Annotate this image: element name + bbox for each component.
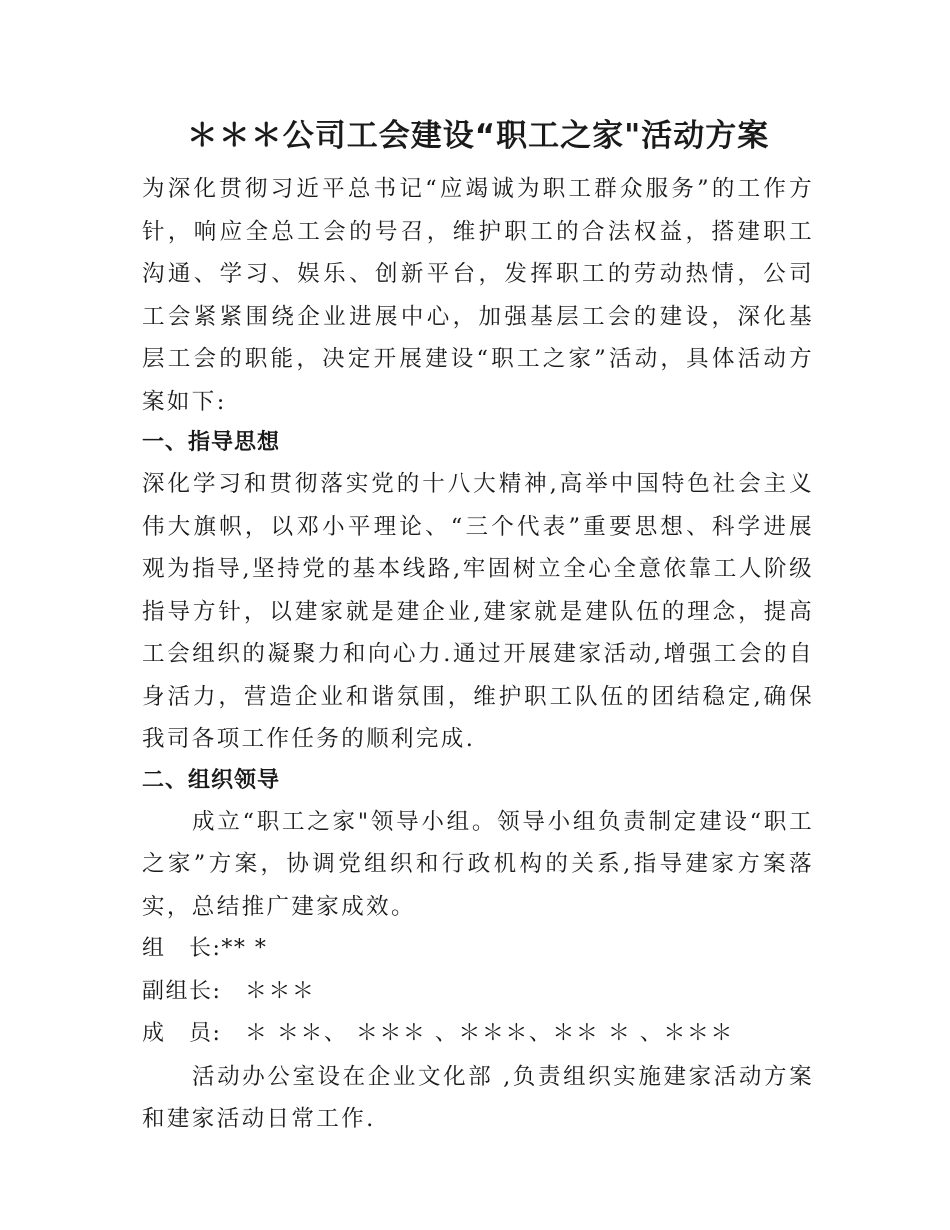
member-label: 组 长: bbox=[142, 936, 222, 961]
member-line-leader bbox=[142, 928, 814, 971]
document-page bbox=[142, 112, 814, 1141]
intro-paragraph: 为深化贯彻习近平总书记“应竭诚为职工群众服务”的工作方针，响应全总工会的号召，维护职工的合法权益，搭建职工沟通、学习、娱乐、创新平台，发挥职工的劳动热情，公司工会紧紧围绕企业进展中心，加强基层工会的建设，深化基层工会的职能，决定开展建设“职工之家”活动，具体活动方案如下: bbox=[142, 176, 814, 415]
member-label: 副组长: bbox=[142, 978, 222, 1004]
guiding-thought-paragraph: 深化学习和贯彻落实党的十八大精神,高举中国特色社会主义伟大旗帜，以邓小平理论、“三个代表”重要思想、科学进展观为指导,坚持党的基本线路,牢固树立全心全意依靠工人阶级指导方针，以建家就是建企业,建家就是建队伍的理念，提高工会组织的凝聚力和向心力.通过开展建家活动,增强工会的自身活力，营造企业和谐氛围，维护职工队伍的团结稳定,确保我司各项工作任务的顺利完成. bbox=[142, 471, 814, 752]
member-value: ＊ ＊＊、 ＊＊＊ 、＊＊＊、＊＊ ＊ 、＊＊＊ bbox=[221, 1021, 734, 1046]
section-heading-guiding-thought: 一、指导思想 bbox=[142, 430, 281, 455]
organization-paragraph: 成立“职工之家"领导小组。领导小组负责制定建设“职工之家”方案，协调党组织和行政机构的关系,指导建家方案落实，总结推广建家成效。 bbox=[142, 808, 814, 920]
section-heading-organization: 二、组织领导 bbox=[142, 767, 281, 793]
member-label: 成 员: bbox=[142, 1021, 222, 1046]
member-line-deputy-leader bbox=[142, 971, 814, 1014]
member-value: ＊＊＊ bbox=[221, 978, 316, 1004]
document-title: ＊＊＊公司工会建设“职工之家"活动方案 bbox=[186, 118, 770, 154]
closing-paragraph: 活动办公室设在企业文化部 ,负责组织实施建家活动方案和建家活动日常工作. bbox=[142, 1063, 814, 1132]
member-value: ** * bbox=[221, 936, 268, 961]
member-line-members bbox=[142, 1013, 814, 1056]
